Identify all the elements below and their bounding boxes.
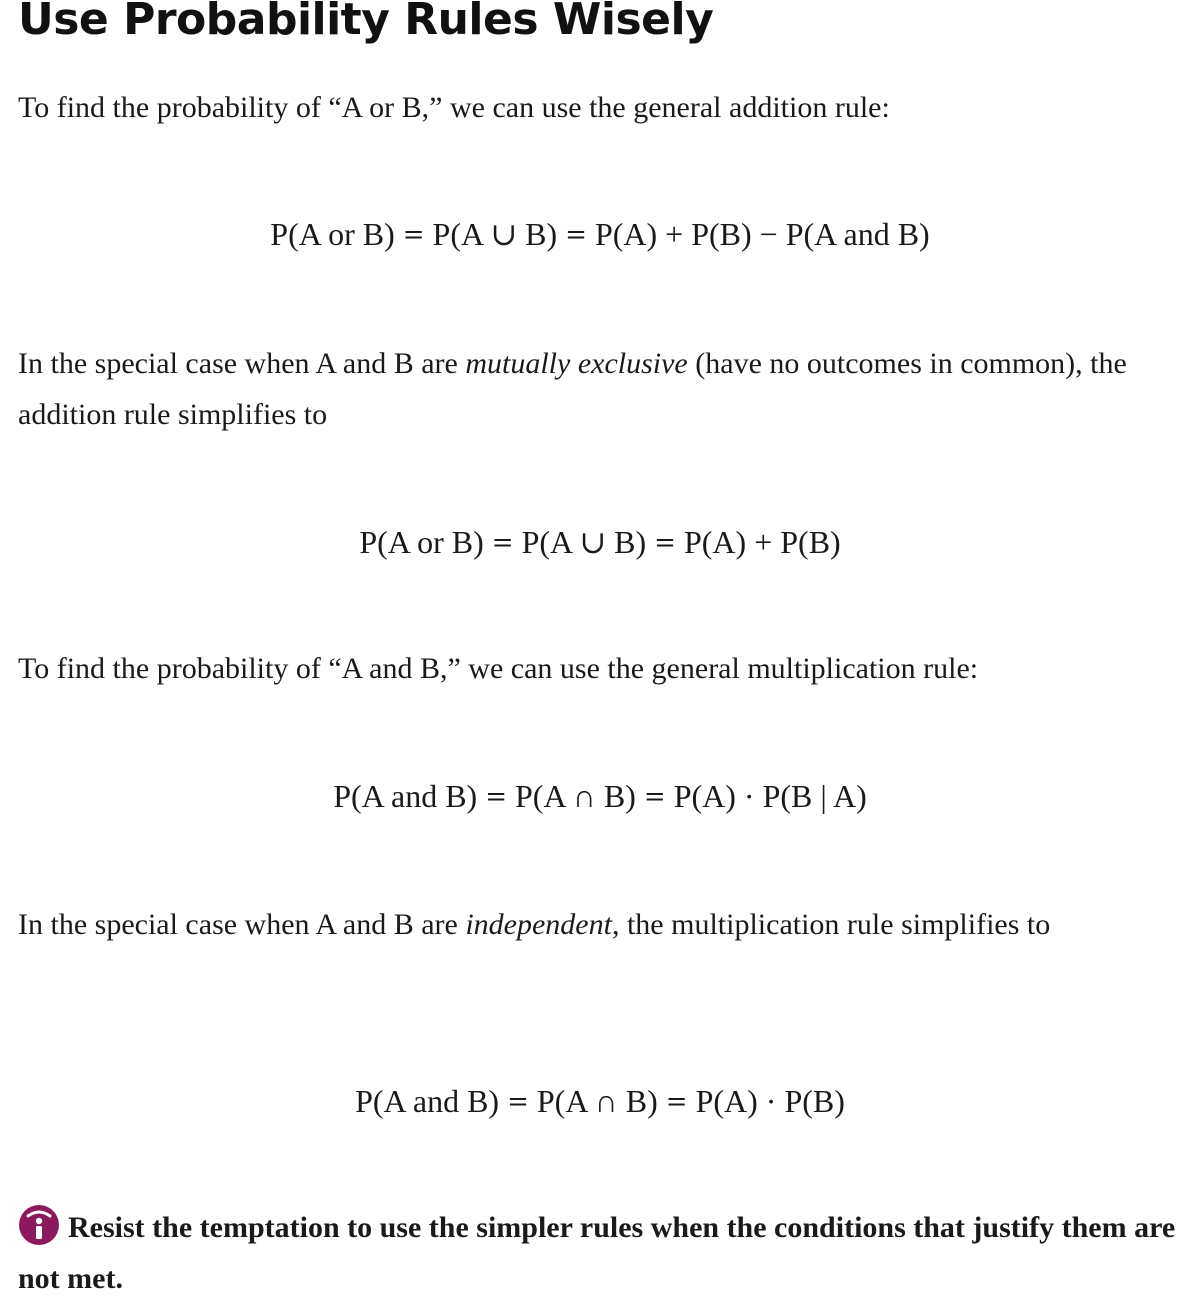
info-tip-icon <box>18 1204 60 1246</box>
paragraph-text: In the special case when A and B are <box>18 347 466 380</box>
general-addition-equation <box>0 214 1200 255</box>
equation-rhs: P(A) · P(B | A) <box>673 778 867 814</box>
equation-union: P(A ∪ B) <box>432 216 558 252</box>
independent-paragraph <box>18 899 1182 950</box>
equation-lhs: P(A and B) <box>333 778 478 814</box>
equation-rhs: P(A) + P(B) − P(A and B) <box>594 216 930 252</box>
equation-rhs: P(A) + P(B) <box>683 524 841 560</box>
equation-lhs: P(A and B) <box>355 1083 500 1119</box>
independent-term: independent <box>465 908 612 941</box>
general-multiplication-equation <box>0 776 1200 817</box>
equals-sign: = <box>665 1087 688 1117</box>
special-multiplication-equation <box>0 1081 1200 1122</box>
paragraph-text: (have no outcomes in common), the addition rule simplifies to <box>18 347 1127 431</box>
mutually-exclusive-paragraph <box>18 338 1182 440</box>
paragraph-text: In the special case when A and B are <box>18 908 466 941</box>
addition-rule-intro: To find the probability of “A or B,” we can use the general addition rule: <box>18 91 890 124</box>
equals-sign: = <box>491 528 514 558</box>
equation-lhs: P(A or B) <box>359 524 484 560</box>
equals-sign: = <box>565 220 587 250</box>
equals-sign: = <box>507 1087 529 1117</box>
equals-sign: = <box>654 528 676 558</box>
page-title: Use Probability Rules Wisely <box>18 0 714 45</box>
equals-sign: = <box>485 782 507 812</box>
equals-sign: = <box>402 220 425 250</box>
equation-intersection: P(A ∩ B) <box>536 1083 658 1119</box>
tip-note <box>18 1202 1182 1304</box>
equation-union: P(A ∪ B) <box>521 524 647 560</box>
tip-text: Resist the temptation to use the simpler rules when the conditions that justify them are not met. <box>18 1211 1176 1295</box>
equation-intersection: P(A ∩ B) <box>515 778 636 814</box>
equation-rhs: P(A) · P(B) <box>695 1083 845 1119</box>
special-addition-equation <box>0 522 1200 563</box>
info-tip-icon-graphic <box>18 1204 60 1246</box>
mutually-exclusive-term: mutually exclusive <box>465 347 688 380</box>
multiplication-rule-intro: To find the probability of “A and B,” we can use the general multiplication rule: <box>18 652 979 685</box>
equals-sign: = <box>643 782 666 812</box>
paragraph-text: , the multiplication rule simplifies to <box>611 908 1051 941</box>
equation-lhs: P(A or B) <box>270 216 395 252</box>
